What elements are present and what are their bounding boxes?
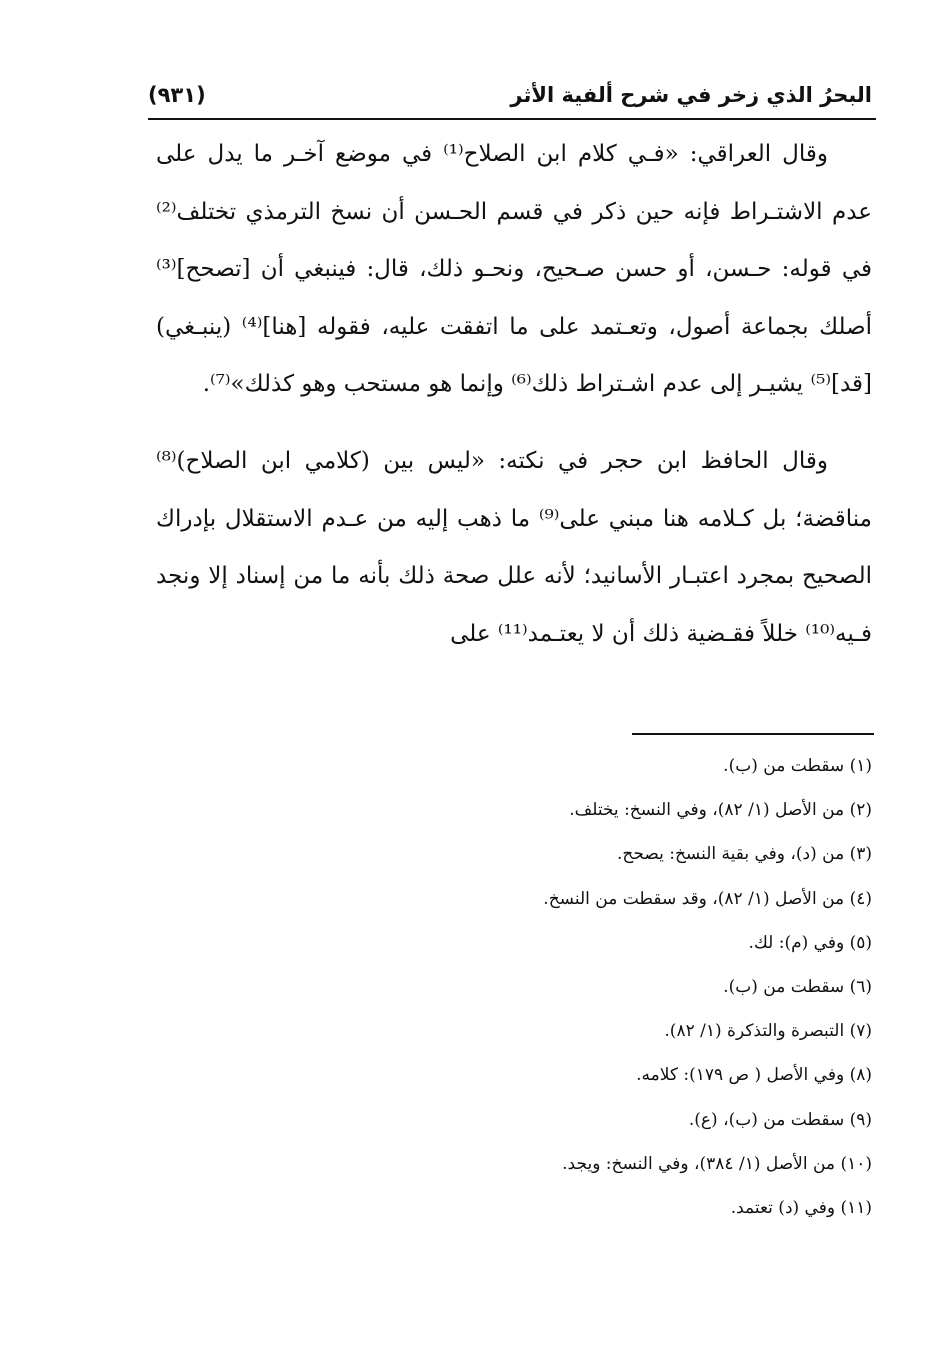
footnote-item: (٨) وفي الأصل ( ص ١٧٩): كلامه. bbox=[636, 1065, 872, 1086]
footnote-item: (٢) من الأصل (١/ ٨٢)، وفي النسخ: يختلف. bbox=[569, 800, 872, 821]
footnote-item: (٩) سقطت من (ب)، (ع). bbox=[688, 1109, 872, 1130]
footnote-item: (٧) التبصرة والتذكرة (١/ ٨٢). bbox=[664, 1021, 872, 1042]
paragraph-iraqi-quote: وقال العراقي: «فـي كلام ابن الصلاح⁽¹⁾ في موضع آخـر ما يدل على عدم الاشتـراط فإنه حين ذكر في قسم الحـسن أن نسخ الترمذي تختلف⁽²⁾ في قوله: حـسن، أو حسن صـحيح، ونحـو ذلك، قال: فينبغي أن [تصحح]⁽³⁾ أصلك بجماعة أصول، وتعـتمد على ما اتفقت عليه، فقوله [هنا]⁽⁴⁾ (ينبـغي) [قد]⁽⁵⁾ يشيـر إلى عدم اشـتراط ذلك⁽⁶⁾ وإنما هو مستحب وهو كذلك»⁽⁷⁾. bbox=[156, 141, 873, 398]
footnote-item: (٥) وفي (م): لك. bbox=[748, 932, 872, 953]
header-divider bbox=[148, 118, 876, 120]
footnote-item: (٦) سقطت من (ب). bbox=[723, 977, 872, 998]
footnote-item: (١١) وفي (د) تعتمد. bbox=[730, 1198, 872, 1219]
book-title: البحرُ الذي زخر في شرح ألفية الأثر bbox=[510, 83, 872, 107]
footnote-item: (٤) من الأصل (١/ ٨٢)، وقد سقطت من النسخ. bbox=[543, 888, 872, 909]
page-header bbox=[148, 78, 872, 112]
page-number: (٩٣١) bbox=[148, 83, 206, 107]
footnotes-list bbox=[156, 744, 872, 1230]
footnote-divider bbox=[632, 733, 874, 735]
footnote-item: (١) سقطت من (ب). bbox=[723, 756, 872, 776]
footnote-item: (١٠) من الأصل (١/ ٣٨٤)، وفي النسخ: ويجد. bbox=[562, 1153, 872, 1174]
footnote-item: (٣) من (د)، وفي بقية النسخ: يصحح. bbox=[616, 844, 872, 865]
paragraph-ibn-hajar-quote: وقال الحافظ ابن حجر في نكته: «ليس بين (كلامي ابن الصلاح)⁽⁸⁾ مناقضة؛ بل كـلامه هنا مبني على⁽⁹⁾ ما ذهب إليه من عـدم الاستقلال بإدراك الصحيح بمجرد اعتبـار الأسانيد؛ لأنه علل صحة ذلك بأنه ما من إسناد إلا ونجد فـيه⁽¹⁰⁾ خللاً فقـضية ذلك أن لا يعتـمد⁽¹¹⁾ على bbox=[156, 447, 872, 647]
main-text bbox=[156, 126, 872, 663]
